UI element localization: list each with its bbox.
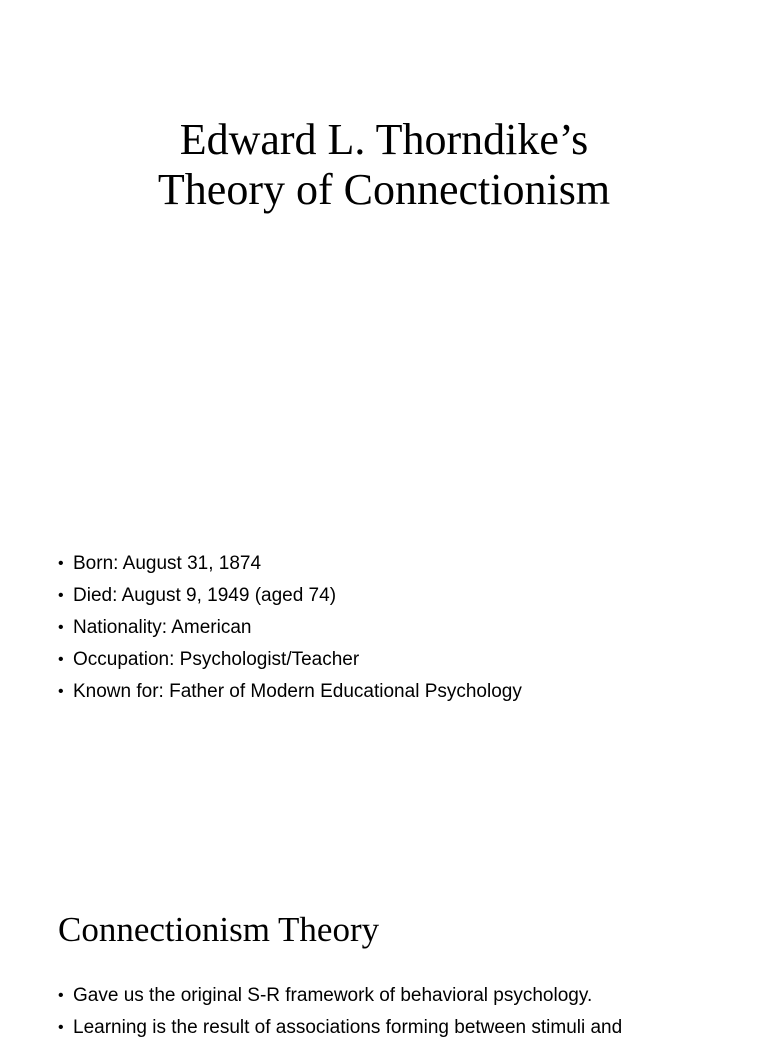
bullet-icon: • [58, 555, 64, 572]
list-item [58, 548, 522, 580]
section-heading: Connectionism Theory [58, 910, 380, 949]
list-item-text: Occupation: Psychologist/Teacher [73, 649, 360, 670]
bullet-icon: • [58, 619, 64, 636]
biography-list [58, 548, 522, 708]
list-item [58, 644, 522, 676]
list-item-text: Died: August 9, 1949 (aged 74) [73, 585, 337, 606]
list-item [58, 1012, 622, 1044]
slide-title [0, 115, 768, 215]
list-item [58, 612, 522, 644]
list-item [58, 580, 522, 612]
bullet-icon: • [58, 587, 64, 604]
bullet-icon: • [58, 1019, 64, 1036]
list-item [58, 980, 622, 1012]
list-item-text: Gave us the original S-R framework of behavioral psychology. [73, 985, 593, 1006]
slide-title-line-1: Edward L. Thorndike’s [179, 115, 589, 164]
list-item [58, 676, 522, 708]
slide-title-line-2: Theory of Connectionism [157, 165, 611, 214]
list-item-text: Known for: Father of Modern Educational Psychology [73, 681, 522, 702]
bullet-icon: • [58, 683, 64, 700]
theory-list [58, 980, 622, 1044]
list-item-text: Born: August 31, 1874 [73, 553, 262, 574]
bullet-icon: • [58, 651, 64, 668]
list-item-text: Nationality: American [73, 617, 252, 638]
bullet-icon: • [58, 987, 64, 1004]
list-item-text: Learning is the result of associations forming between stimuli and [73, 1017, 623, 1038]
